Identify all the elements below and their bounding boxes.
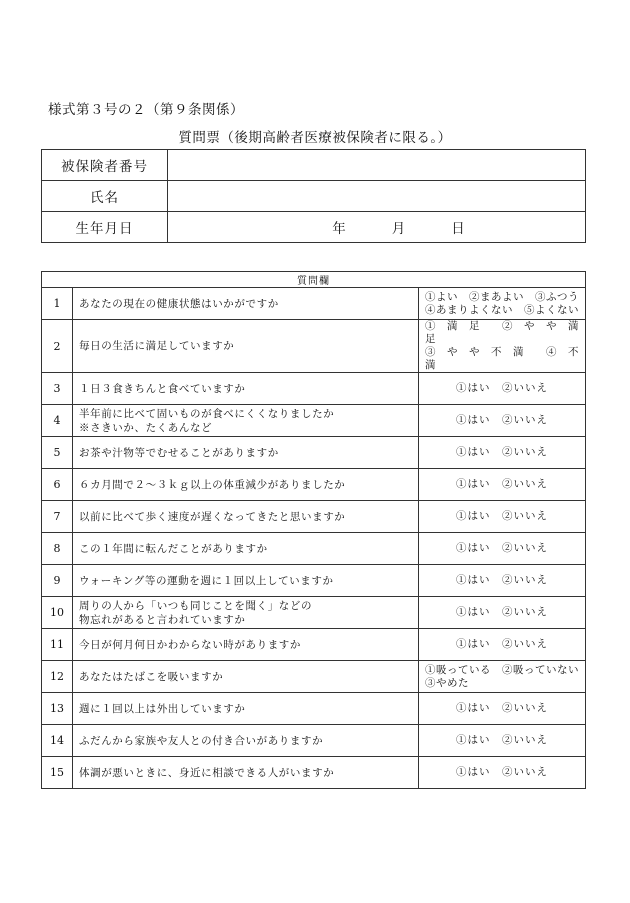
question-text: [73, 320, 419, 373]
question-text-line: お茶や汁物等でむせることがありますか: [79, 446, 279, 459]
name-label: 氏名: [42, 181, 168, 212]
questionnaire-table: [41, 271, 590, 789]
answer-option-line: ①吸っている ②吸っていない: [425, 663, 579, 676]
question-text-line: 週に１回以上は外出していますか: [79, 702, 246, 715]
question-text: [73, 757, 419, 789]
question-row: [42, 693, 586, 725]
question-text: [73, 661, 419, 693]
birth-month-unit: 月: [391, 221, 406, 237]
form-number: 様式第３号の２（第９条関係）: [48, 102, 244, 118]
answer-options[interactable]: [419, 629, 586, 661]
question-row: [42, 757, 586, 789]
answer-options[interactable]: [419, 533, 586, 565]
question-text-line: ６カ月間で２～３ｋｇ以上の体重減少がありましたか: [79, 478, 346, 491]
question-number: 11: [42, 629, 73, 661]
answer-options[interactable]: [419, 597, 586, 629]
question-row: [42, 629, 586, 661]
question-text-line: 以前に比べて歩く速度が遅くなってきたと思いますか: [79, 510, 346, 523]
question-text: [73, 469, 419, 501]
answer-option-line: ①はい ②いいえ: [456, 542, 548, 554]
question-text-line: あなたはたばこを吸いますか: [79, 670, 224, 683]
answer-option-line: ①はい ②いいえ: [456, 734, 548, 746]
question-row: [42, 725, 586, 757]
birthdate-label: 生年月日: [42, 212, 168, 243]
question-text-line: １日３食きちんと食べていますか: [79, 382, 246, 395]
question-row: [42, 320, 586, 373]
question-text: [73, 629, 419, 661]
question-text-line: 体調が悪いときに、身近に相談できる人がいますか: [79, 766, 335, 779]
question-text-line: 毎日の生活に満足していますか: [79, 340, 235, 352]
question-text: [73, 597, 419, 629]
answer-options[interactable]: [419, 288, 586, 320]
question-number: 7: [42, 501, 73, 533]
answer-option-line: ①はい ②いいえ: [456, 478, 548, 490]
answer-options[interactable]: [419, 757, 586, 789]
answer-option-line: ①はい ②いいえ: [456, 574, 548, 586]
question-row: [42, 288, 586, 320]
question-text-line: ウォーキング等の運動を週に１回以上していますか: [79, 574, 334, 587]
questionnaire-header: 質問欄: [42, 272, 586, 288]
question-number: 13: [42, 693, 73, 725]
answer-option-line: ① 満 足 ② や や 満 足: [425, 320, 590, 345]
question-text: [73, 693, 419, 725]
name-field[interactable]: [168, 181, 586, 212]
question-text: [73, 533, 419, 565]
birth-year-unit: 年: [332, 221, 346, 237]
question-text-line: 今日が何月何日かわからない時がありますか: [79, 638, 301, 651]
question-row: [42, 501, 586, 533]
answer-option-line: ③やめた: [425, 676, 469, 689]
question-row: [42, 405, 586, 437]
question-text-line: ※さきいか、たくあんなど: [79, 421, 213, 434]
question-number: 9: [42, 565, 73, 597]
question-text-line: この１年間に転んだことがありますか: [79, 542, 268, 555]
answer-option-line: ①はい ②いいえ: [456, 702, 548, 714]
question-text: [73, 501, 419, 533]
question-text-line: 半年前に比べて固いものが食べにくくなりましたか: [79, 407, 335, 420]
question-number: 4: [42, 405, 73, 437]
question-text-line: ふだんから家族や友人との付き合いがありますか: [79, 734, 324, 747]
answer-option-line: ①はい ②いいえ: [456, 638, 548, 650]
question-text: [73, 725, 419, 757]
question-number: 2: [42, 320, 73, 373]
answer-option-line: ①はい ②いいえ: [456, 446, 548, 458]
answer-options[interactable]: [419, 373, 586, 405]
question-text: [73, 565, 419, 597]
question-number: 14: [42, 725, 73, 757]
answer-options[interactable]: [419, 501, 586, 533]
question-row: [42, 373, 586, 405]
question-text: [73, 373, 419, 405]
question-number: 3: [42, 373, 73, 405]
answer-options[interactable]: [419, 469, 586, 501]
answer-options[interactable]: [419, 693, 586, 725]
answer-options[interactable]: [419, 565, 586, 597]
birthdate-field[interactable]: [168, 212, 586, 243]
insured-number-field[interactable]: [168, 150, 586, 181]
insured-number-label: 被保険者番号: [42, 150, 168, 181]
answer-options[interactable]: [419, 725, 586, 757]
question-number: 10: [42, 597, 73, 629]
insured-info-table: [41, 149, 586, 243]
question-text-line: あなたの現在の健康状態はいかがですか: [79, 297, 279, 310]
question-number: 12: [42, 661, 73, 693]
answer-option-line: ①よい ②まあよい ③ふつう: [425, 290, 579, 303]
question-text: [73, 405, 419, 437]
question-text-line: 周りの人から「いつも同じことを聞く」などの: [79, 599, 313, 612]
question-row: [42, 437, 586, 469]
question-row: [42, 565, 586, 597]
answer-options[interactable]: [419, 437, 586, 469]
question-row: [42, 661, 586, 693]
question-number: 5: [42, 437, 73, 469]
answer-option-line: ①はい ②いいえ: [456, 510, 548, 522]
question-number: 6: [42, 469, 73, 501]
answer-options[interactable]: [419, 661, 586, 693]
question-row: [42, 533, 586, 565]
question-text-line: 物忘れがあると言われていますか: [79, 613, 246, 626]
question-number: 15: [42, 757, 73, 789]
question-number: 1: [42, 288, 73, 320]
answer-option-line: ①はい ②いいえ: [456, 606, 548, 618]
answer-option-line: ④あまりよくない ⑤よくない: [425, 303, 579, 316]
birth-day-unit: 日: [451, 221, 465, 237]
form-title: 質問票（後期高齢者医療被保険者に限る。）: [178, 130, 452, 146]
answer-options[interactable]: [419, 405, 586, 437]
answer-options[interactable]: [419, 320, 590, 373]
question-number: 8: [42, 533, 73, 565]
question-text: [73, 437, 419, 469]
answer-option-line: ①はい ②いいえ: [456, 414, 548, 426]
question-text: [73, 288, 419, 320]
answer-option-line: ①はい ②いいえ: [456, 382, 548, 394]
question-row: [42, 597, 586, 629]
answer-option-line: ③ や や 不 満 ④ 不 満: [425, 346, 590, 371]
answer-option-line: ①はい ②いいえ: [456, 766, 548, 778]
question-row: [42, 469, 586, 501]
